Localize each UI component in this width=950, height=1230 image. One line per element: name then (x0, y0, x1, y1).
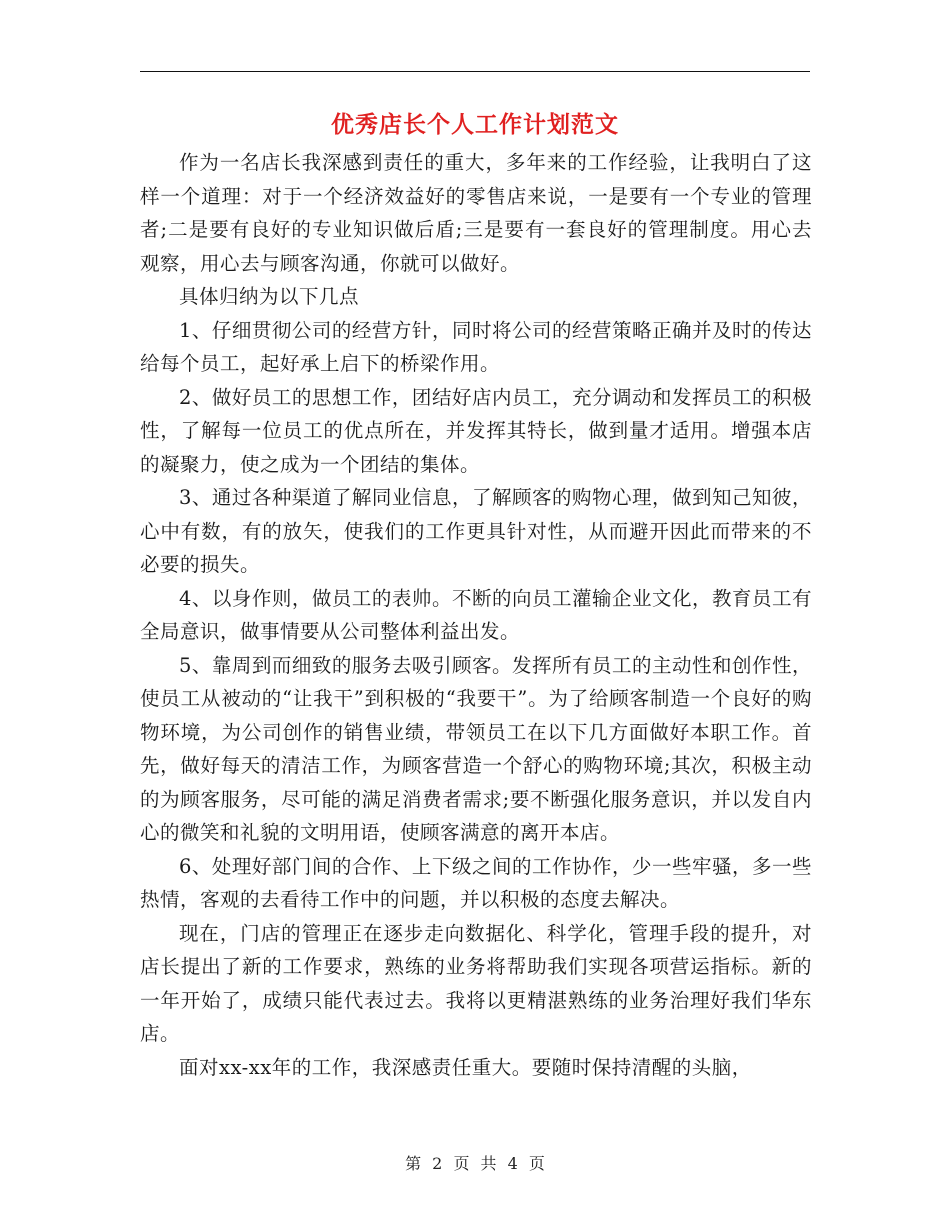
paragraph-point-3: 3、通过各种渠道了解同业信息，了解顾客的购物心理，做到知己知彼，心中有数，有的放矢，使我们的工作更具针对性，从而避开因此而带来的不必要的损失。 (140, 486, 812, 576)
paragraph-outlook: 面对xx-xx年的工作，我深感责任重大。要随时保持清醒的头脑， (179, 1055, 752, 1079)
paragraph-summary-heading: 具体归纳为以下几点 (179, 285, 360, 308)
paragraph-point-4: 4、以身作则，做员工的表帅。不断的向员工灌输企业文化，教育员工有全局意识，做事情要从公司整体利益出发。 (140, 586, 812, 643)
document-body (140, 146, 812, 1084)
paragraph-point-6: 6、处理好部门间的合作、上下级之间的工作协作，少一些牢骚，多一些热情，客观的去看待工作中的问题，并以积极的态度去解决。 (140, 854, 812, 911)
paragraph-current-status: 现在，门店的管理正在逐步走向数据化、科学化，管理手段的提升，对店长提出了新的工作要求，熟练的业务将帮助我们实现各项营运指标。新的一年开始了，成绩只能代表过去。我将以更精湛熟练的业务治理好我们华东店。 (140, 921, 812, 1045)
document-title: 优秀店长个人工作计划范文 (331, 111, 619, 138)
page-number-footer: 第 2 页 共 4 页 (405, 1154, 545, 1173)
paragraph-point-2: 2、做好员工的思想工作，团结好店内员工，充分调动和发挥员工的积极性，了解每一位员工的优点所在，并发挥其特长，做到量才适用。增强本店的凝聚力，使之成为一个团结的集体。 (140, 385, 812, 476)
header-rule (140, 71, 810, 72)
paragraph-intro: 作为一名店长我深感到责任的重大，多年来的工作经验，让我明白了这样一个道理：对于一个经济效益好的零售店来说，一是要有一个专业的管理者;二是要有良好的专业知识做后盾;三是要有一套良好的管理制度。用心去观察，用心去与顾客沟通，你就可以做好。 (140, 151, 812, 275)
paragraph-point-1: 1、仔细贯彻公司的经营方针，同时将公司的经营策略正确并及时的传达给每个员工，起好承上启下的桥梁作用。 (140, 318, 812, 375)
paragraph-point-5: 5、靠周到而细致的服务去吸引顾客。发挥所有员工的主动性和创作性，使员工从被动的“让我干”到积极的“我要干”。为了给顾客制造一个良好的购物环境，为公司创作的销售业绩，带领员工在以下几方面做好本职工作。首先，做好每天的清洁工作，为顾客营造一个舒心的购物环境;其次，积极主动的为顾客服务，尽可能的满足消费者需求;要不断强化服务意识，并以发自内心的微笑和礼貌的文明用语，使顾客满意的离开本店。 (140, 653, 812, 844)
